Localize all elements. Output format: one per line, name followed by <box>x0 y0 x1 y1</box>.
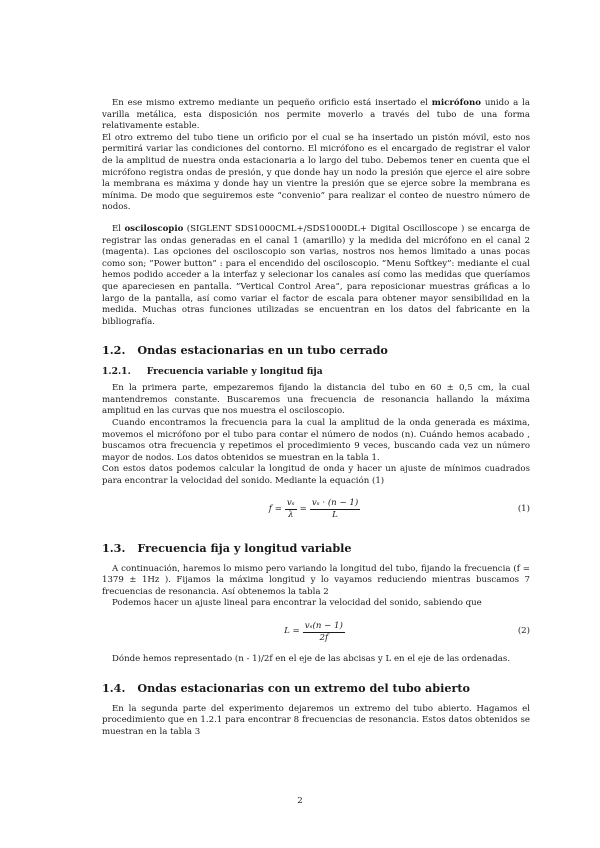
section-heading-1-4 <box>102 681 530 695</box>
page-number: 2 <box>297 796 303 806</box>
section-number: 1.3. <box>102 540 126 555</box>
section-heading-1-2 <box>102 343 530 357</box>
paragraph-frecuencia-maxima: Cuando encontramos la frecuencia para la cual la amplitud de la onda generada es máxima, movemos el micrófono por el tubo para contar el número de nodos (n). Cuándo hemos acabado , buscamos otra frecuencia y repetimos el procedimiento 9 veces, buscando cada vez un número mayor de nodos. Los datos obtenidos se muestran en la tabla 1. <box>102 418 530 463</box>
fraction-vs-n-2f <box>303 621 345 644</box>
page-body <box>102 98 530 738</box>
equation-lhs: L = <box>284 626 300 637</box>
term-microfono: micrófono <box>431 98 482 108</box>
fraction-numerator: vₛ(n − 1) <box>304 620 343 631</box>
paragraph-ajuste-lineal: Podemos hacer un ajuste lineal para encontrar la velocidad del sonido, sabiendo que <box>112 598 482 609</box>
paragraph-primera-parte: En la primera parte, empezaremos fijando la distancia del tubo en 60 ± 0,5 cm, la cual mantendremos constante. Buscaremos una frecuencia de resonancia hallando la máxima amplitud en las curvas que nos muestra el osciloscopio. <box>102 383 530 417</box>
section-title: Frecuencia fija y longitud variable <box>137 540 352 555</box>
section-title: Ondas estacionarias en un tubo cerrado <box>137 343 388 358</box>
subsection-title: Frecuencia variable y longitud fija <box>146 366 323 378</box>
paragraph-minimos-cuadrados: Con estos datos podemos calcular la longitud de onda y hacer un ajuste de mínimos cuadrados para encontrar la velocidad del sonido. Mediante la equación (1) <box>102 464 530 487</box>
equation-number: (1) <box>517 503 530 514</box>
fraction-numerator: vₛ <box>286 498 295 509</box>
fraction-vs-lambda <box>285 498 297 521</box>
equation-2 <box>102 616 530 648</box>
equation-lhs: f = <box>268 503 282 514</box>
section-number: 1.4. <box>102 680 126 695</box>
subsection-number: 1.2.1. <box>102 366 131 378</box>
fraction-denominator: 2f <box>319 632 329 643</box>
section-heading-1-3 <box>102 541 530 555</box>
fraction-denominator: λ <box>288 510 294 521</box>
paragraph-osciloscopio: El osciloscopio (SIGLENT SDS1000CML+/SDS1000DL+ Digital Oscilloscope ) se encarga de registrar las ondas generadas en el canal 1 (amarillo) y la medida del micrófono en el canal 2 (magenta). Las opciones del osciloscopio son varias, nostros nos hemos limitado a unas pocas como son; ”Power button” : para el encendido del osciloscopio. ”Menu Softkey”: mediante el cual hemos podido acceder a la interfaz y selecionar los canales así como las medidas que queríamos que apareciesen en pantalla. ”Vertical Control Area”, para reposicionar muestras gráficas a lo largo de la pantalla, así como variar el factor de escala para obtener mayor sensibilidad en la medida. Muchas otras funciones utilizadas se encuentran en los datos del fabricante en la bibliografía. <box>102 223 530 327</box>
term-osciloscopio: osciloscopio <box>124 223 184 234</box>
equation-1 <box>102 494 530 526</box>
fraction-numerator: vₛ · (n − 1) <box>311 498 359 509</box>
equation-number: (2) <box>517 626 530 636</box>
paragraph-abcisas: Dónde hemos representado (n - 1)/2f en el eje de las abcisas y L en el eje de las ordenadas. <box>112 654 511 664</box>
paragraph-piston: El otro extremo del tubo tiene un orificio por el cual se ha insertado un pistón móvil, esto nos permitirá variar las condiciones del contorno. El micrófono es el encargado de registrar el valor de la amplitud de nuestra onda estacionaria a lo largo del tubo. Debemos tener en cuenta que el micrófono registra ondas de presión, y que donde hay un nodo la presión que ejerce el aire sobre la membrana es máxima y donde hay un vientre la presión que se ejerce sobre la membrana es mínima. De modo que seguiremos este “convenio” para realizar el conteo de nuestro número de nodos. <box>102 132 530 213</box>
section-number: 1.2. <box>102 343 126 358</box>
paragraph-segunda-parte: En la segunda parte del experimento dejaremos un extremo del tubo abierto. Hagamos el procedimiento que en 1.2.1 para encontrar 8 frecuencias de resonancia. Estos datos obtenidos se muestran en la tabla 3 <box>102 703 530 737</box>
fraction-denominator: L <box>332 510 338 521</box>
subsection-heading-1-2-1 <box>102 366 530 378</box>
equals-sign: = <box>299 503 307 514</box>
paragraph-microfono: En ese mismo extremo mediante un pequeño orificio está insertado el micrófono unido a la varilla metálica, esta disposición nos permite moverlo a través del tubo de una forma relativamente estable. <box>102 98 531 132</box>
paragraph-a-continuacion: A continuación, haremos lo mismo pero variando la longitud del tubo, fijando la frecuencia (f = 1379 ± 1Hz ). Fijamos la máxima longitud y lo vayamos reduciendo mientras buscamos 7 frecuencias de resonancia. Así obtenemos la tabla 2 <box>102 563 530 597</box>
fraction-vs-n-L <box>310 498 360 521</box>
section-title: Ondas estacionarias con un extremo del tubo abierto <box>137 680 470 695</box>
